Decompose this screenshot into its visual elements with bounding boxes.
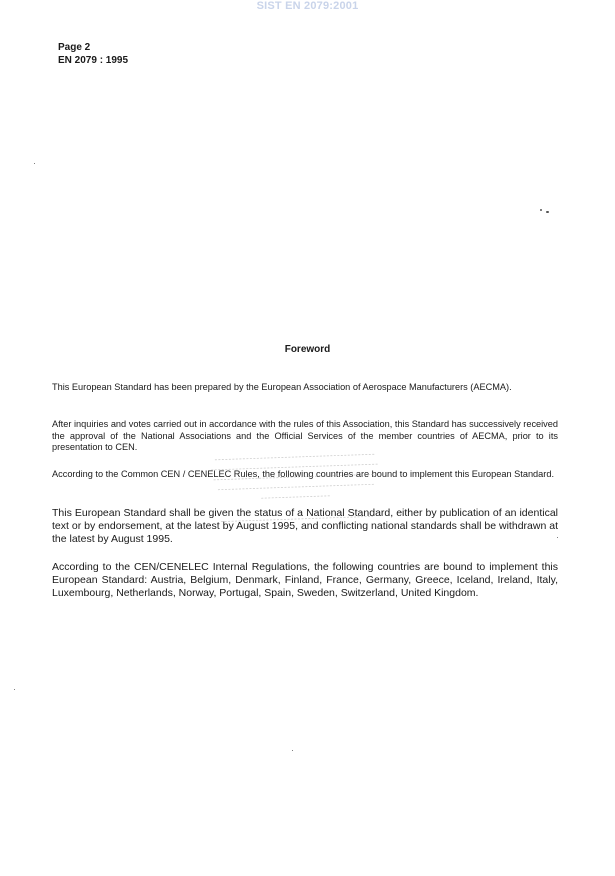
paragraph-common-rules: According to the Common CEN / CENELEC Rules, the following countries are bound to implement this European Standard. <box>52 469 554 479</box>
scan-speck <box>34 163 35 164</box>
scan-speck <box>540 209 542 211</box>
scan-speck <box>14 689 15 690</box>
paragraph-national-status: This European Standard shall be given the status of a National Standard, either by publication of an identical text or by endorsement, at the latest by August 1995, and conflicting national standards shall be withdrawn at the latest by August 1995. <box>52 507 558 545</box>
watermark: SIST EN 2079:2001 <box>256 0 359 12</box>
paragraph-countries: According to the CEN/CENELEC Internal Regulations, the following countries are bound to implement this European Standard: Austria, Belgium, Denmark, Finland, France, Germany, Greece, Iceland, Ireland, Italy, Luxembourg, Netherlands, Norway, Portugal, Spain, Sweden, Switzerland, United Kingdom. <box>52 561 558 599</box>
scan-speck <box>292 750 293 751</box>
scan-speck <box>557 537 558 538</box>
page-header <box>58 41 128 67</box>
page-number: Page 2 <box>58 42 91 53</box>
faded-stamp-icon <box>205 446 388 534</box>
scan-speck <box>546 211 549 213</box>
paragraph-prepared-by: This European Standard has been prepared by the European Association of Aerospace Manufacturers (AECMA). <box>52 382 512 392</box>
section-title: Foreword <box>284 344 331 355</box>
standard-number: EN 2079 : 1995 <box>58 55 129 66</box>
paragraph-approval: After inquiries and votes carried out in accordance with the rules of this Association, this Standard has successively received the approval of the National Associations and the Official Services of the member countries of AECMA, prior to its presentation to CEN. <box>52 419 558 452</box>
